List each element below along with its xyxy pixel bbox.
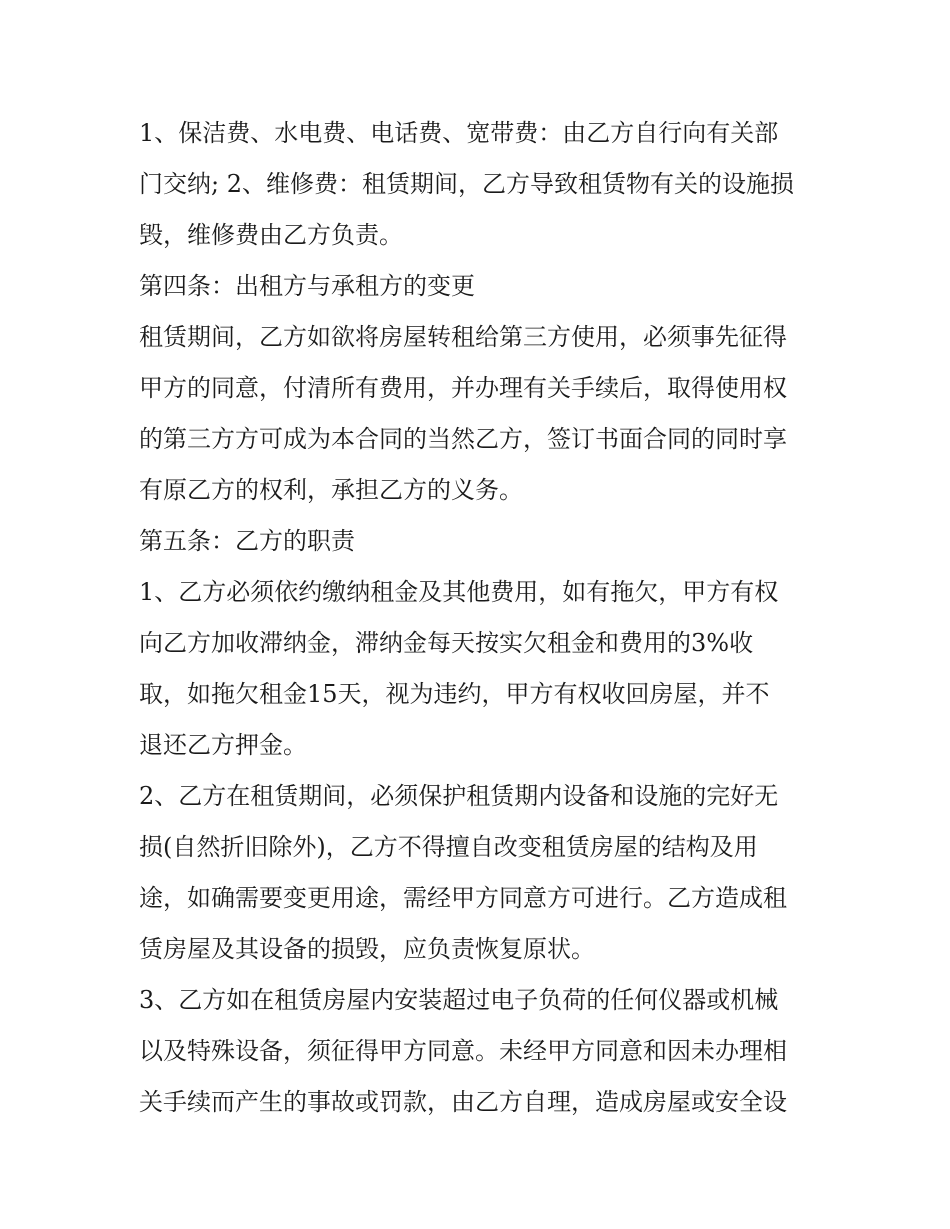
text-line: 取，如拖欠租金15天，视为违约，甲方有权收回房屋，并不 <box>139 680 770 708</box>
section-heading: 第四条：出租方与承租方的变更 <box>139 272 475 300</box>
text-line: 的第三方方可成为本合同的当然乙方，签订书面合同的同时享 <box>139 425 787 453</box>
text-line: 退还乙方押金。 <box>139 731 307 759</box>
text-line: 关手续而产生的事故或罚款，由乙方自理，造成房屋或安全设 <box>139 1088 787 1116</box>
text-line: 损(自然折旧除外)，乙方不得擅自改变租赁房屋的结构及用 <box>139 833 758 861</box>
section-heading: 第五条：乙方的职责 <box>139 527 355 555</box>
text-line: 途，如确需要变更用途，需经甲方同意方可进行。乙方造成租 <box>139 884 787 912</box>
text-line: 门交纳; 2、维修费：租赁期间，乙方导致租赁物有关的设施损 <box>139 170 794 198</box>
text-line: 有原乙方的权利，承担乙方的义务。 <box>139 476 523 504</box>
text-line: 租赁期间，乙方如欲将房屋转租给第三方使用，必须事先征得 <box>139 323 787 351</box>
text-line: 1、乙方必须依约缴纳租金及其他费用，如有拖欠，甲方有权 <box>139 578 779 606</box>
text-line: 甲方的同意，付清所有费用，并办理有关手续后，取得使用权 <box>139 374 787 402</box>
text-line: 毁，维修费由乙方负责。 <box>139 221 403 249</box>
document-page <box>139 108 819 1128</box>
text-line: 3、乙方如在租赁房屋内安装超过电子负荷的任何仪器或机械 <box>139 986 779 1014</box>
text-line: 2、乙方在租赁期间，必须保护租赁期内设备和设施的完好无 <box>139 782 779 810</box>
text-line: 向乙方加收滞纳金，滞纳金每天按实欠租金和费用的3%收 <box>139 629 754 657</box>
text-line: 1、保洁费、水电费、电话费、宽带费：由乙方自行向有关部 <box>139 119 779 147</box>
text-line: 赁房屋及其设备的损毁，应负责恢复原状。 <box>139 935 595 963</box>
text-line: 以及特殊设备，须征得甲方同意。未经甲方同意和因未办理相 <box>139 1037 787 1065</box>
